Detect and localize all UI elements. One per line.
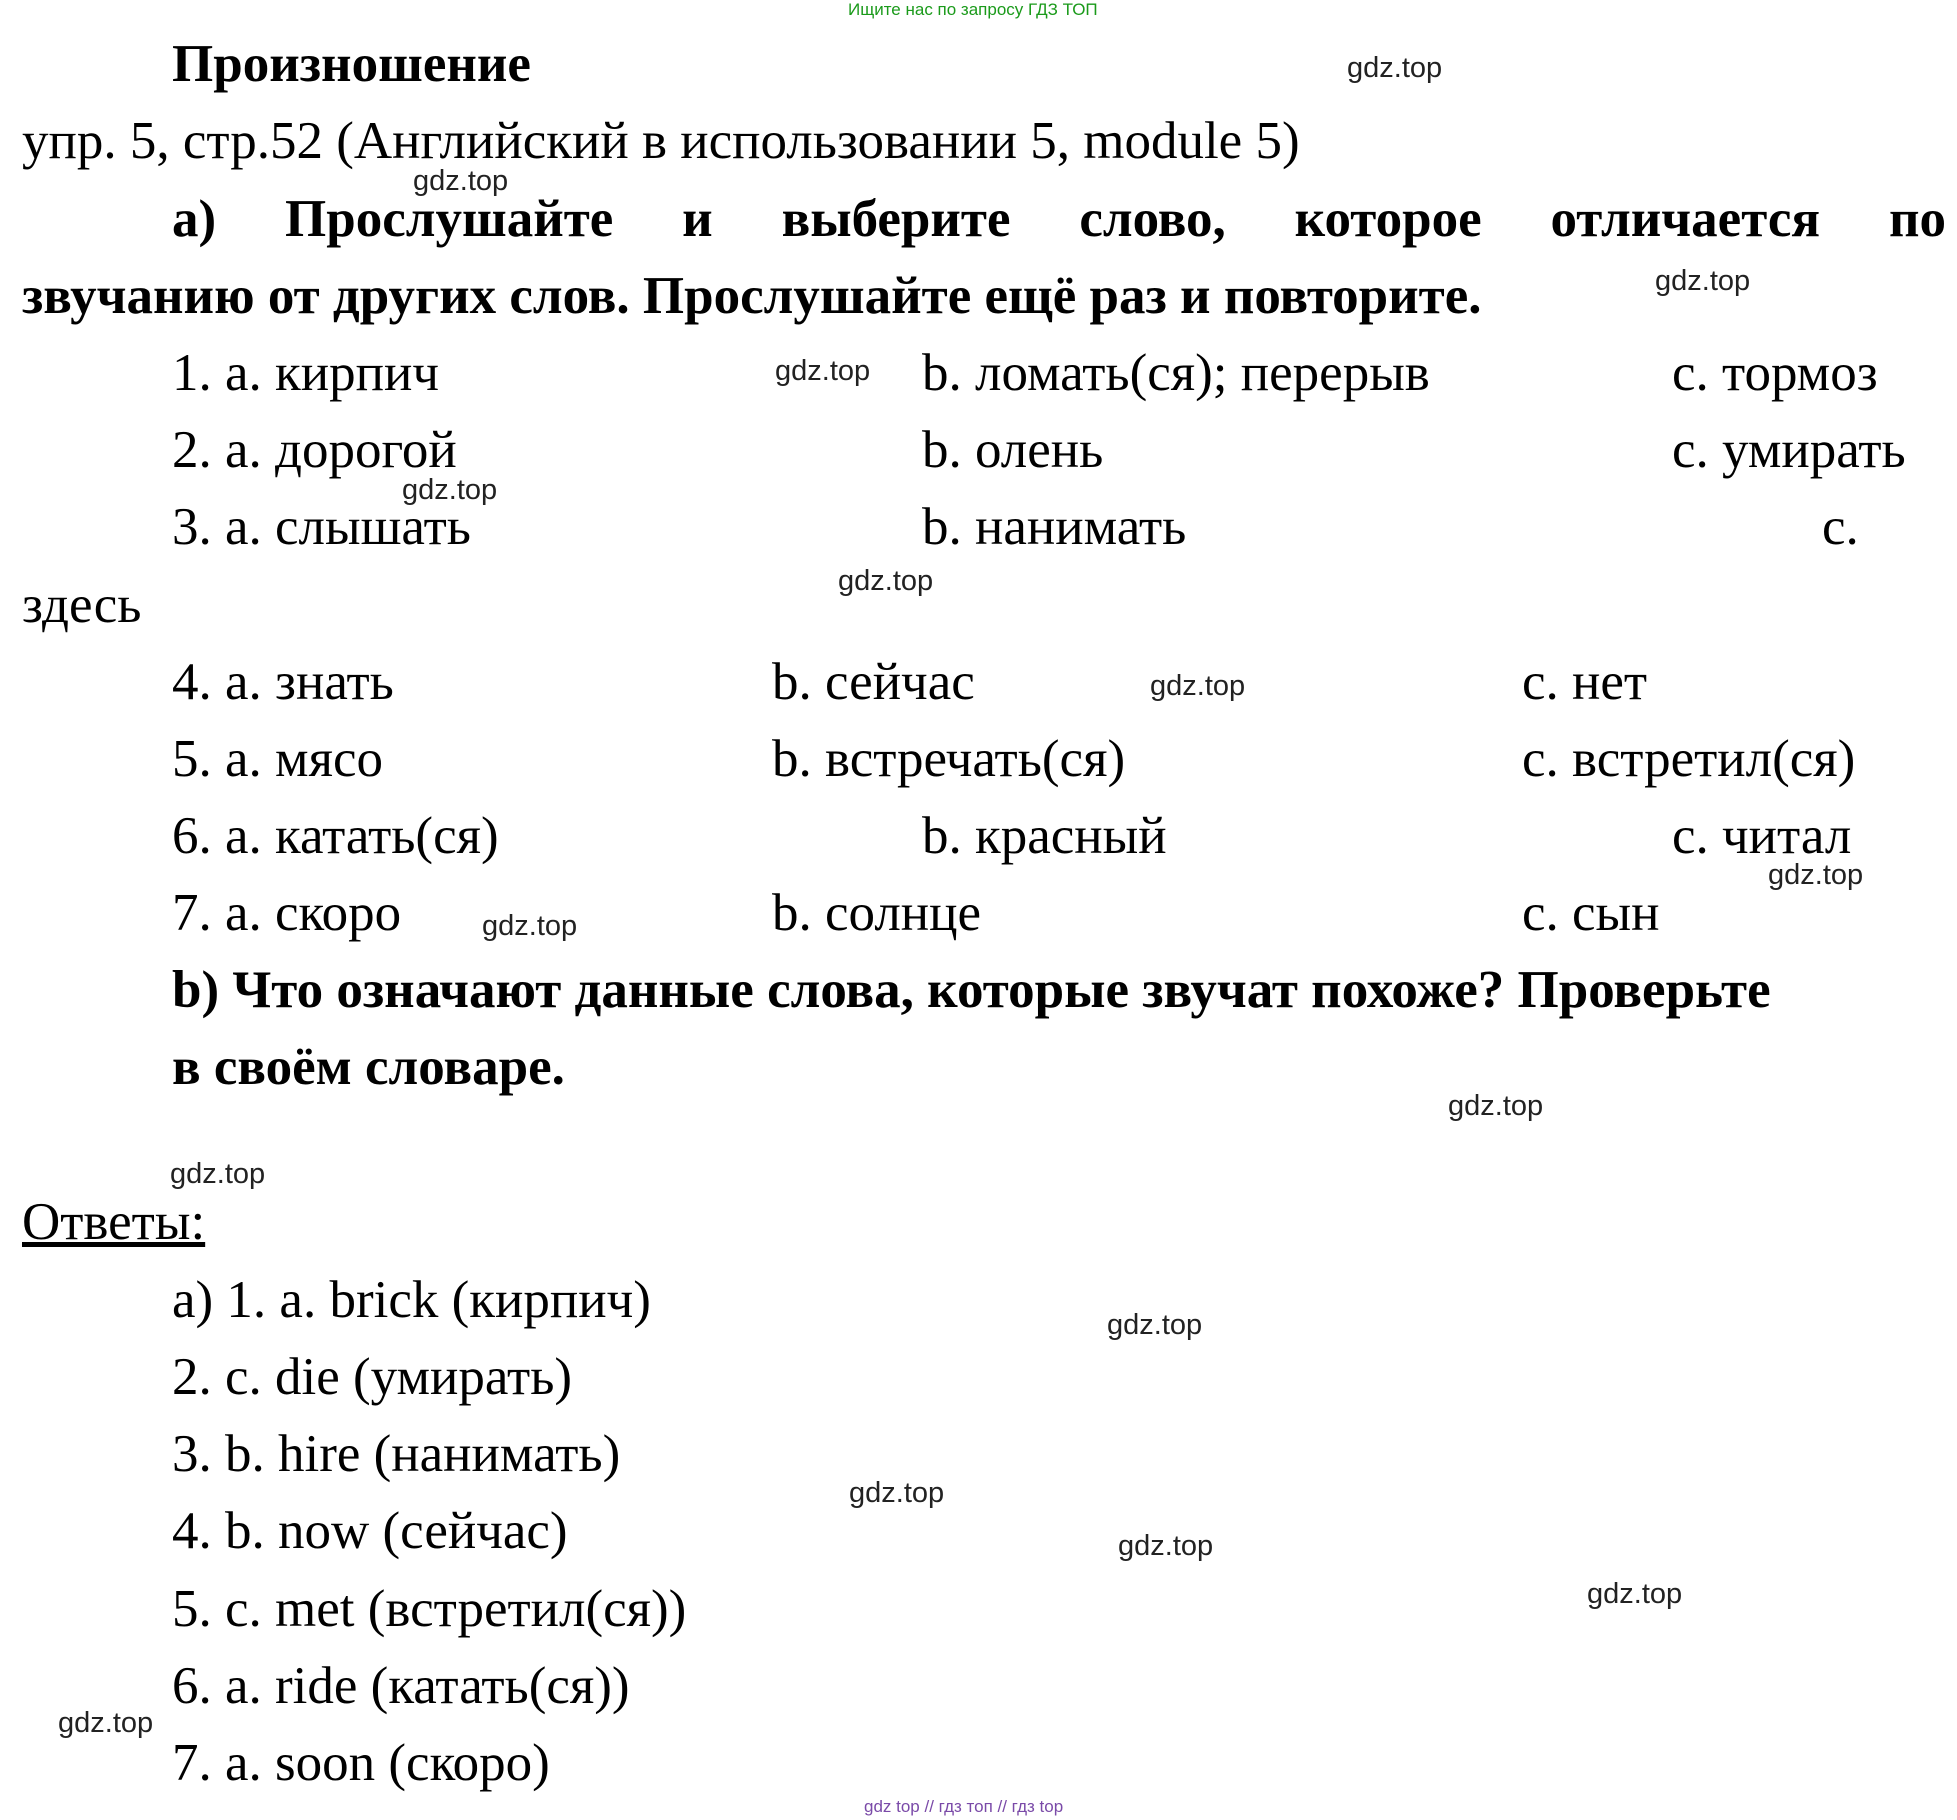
- item-3-b: b. нанимать: [922, 498, 1187, 556]
- item-2-a: 2. a. дорогой: [172, 421, 457, 479]
- item-5-c: c. встретил(ся): [1522, 730, 1856, 788]
- watermark: gdz.top: [58, 1707, 154, 1739]
- watermark: gdz.top: [1107, 1309, 1203, 1341]
- item-6-a: 6. a. катать(ся): [172, 807, 499, 865]
- watermark: gdz.top: [1768, 859, 1864, 891]
- top-banner: Ищите нас по запросу ГДЗ ТОП: [848, 0, 1098, 19]
- watermark: gdz.top: [1150, 670, 1246, 702]
- watermark: gdz.top: [482, 910, 578, 942]
- watermark: gdz.top: [1118, 1530, 1214, 1562]
- watermark: gdz.top: [413, 165, 509, 197]
- item-4-a: 4. a. знать: [172, 653, 394, 711]
- item-4-b: b. сейчас: [772, 653, 975, 711]
- task-a-line-1: a) Прослушайте и выберите слово, которое отличается по: [172, 190, 1946, 248]
- item-5-a: 5. a. мясо: [172, 730, 383, 788]
- watermark: gdz.top: [1587, 1578, 1683, 1610]
- item-4-c: c. нет: [1522, 653, 1648, 711]
- item-7-b: b. солнце: [772, 884, 982, 942]
- answer-3: 3. b. hire (нанимать): [172, 1425, 621, 1483]
- item-7-c: c. сын: [1522, 884, 1660, 942]
- item-3-c-continued: здесь: [22, 576, 142, 634]
- watermark: gdz.top: [849, 1477, 945, 1509]
- answer-1: a) 1. a. brick (кирпич): [172, 1271, 651, 1329]
- item-6-b: b. красный: [922, 807, 1167, 865]
- watermark: gdz.top: [1347, 52, 1443, 84]
- watermark: gdz.top: [1448, 1090, 1544, 1122]
- item-3-a: 3. a. слышать: [172, 498, 471, 556]
- item-1-c: c. тормоз: [1672, 344, 1878, 402]
- task-b-line-1: b) Что означают данные слова, которые звучат похоже? Проверьте: [172, 961, 1771, 1019]
- task-b-line-2: в своём словаре.: [172, 1038, 565, 1096]
- exercise-reference: упр. 5, стр.52 (Английский в использовании 5, module 5): [22, 112, 1300, 170]
- item-5-b: b. встречать(ся): [772, 730, 1126, 788]
- item-3-c: c.: [1822, 498, 1859, 556]
- answer-5: 5. c. met (встретил(ся)): [172, 1580, 687, 1638]
- answer-4: 4. b. now (сейчас): [172, 1502, 568, 1560]
- watermark: gdz.top: [402, 474, 498, 506]
- task-a-line-2: звучанию от других слов. Прослушайте ещё раз и повторите.: [22, 267, 1482, 325]
- answer-6: 6. a. ride (катать(ся)): [172, 1657, 630, 1715]
- bottom-banner: gdz top // гдз топ // гдз top: [864, 1797, 1064, 1816]
- watermark: gdz.top: [838, 565, 934, 597]
- item-2-c: c. умирать: [1672, 421, 1906, 479]
- item-1-b: b. ломать(ся); перерыв: [922, 344, 1430, 402]
- answer-2: 2. c. die (умирать): [172, 1348, 573, 1406]
- watermark: gdz.top: [170, 1158, 266, 1190]
- answers-heading: Ответы:: [22, 1193, 206, 1251]
- watermark: gdz.top: [1655, 265, 1751, 297]
- item-7-a: 7. a. скоро: [172, 884, 402, 942]
- answer-7: 7. a. soon (скоро): [172, 1734, 550, 1792]
- item-2-b: b. олень: [922, 421, 1104, 479]
- item-6-c: c. читал: [1672, 807, 1852, 865]
- watermark: gdz.top: [775, 355, 871, 387]
- item-1-a: 1. a. кирпич: [172, 344, 440, 402]
- page-title: Произношение: [172, 35, 531, 93]
